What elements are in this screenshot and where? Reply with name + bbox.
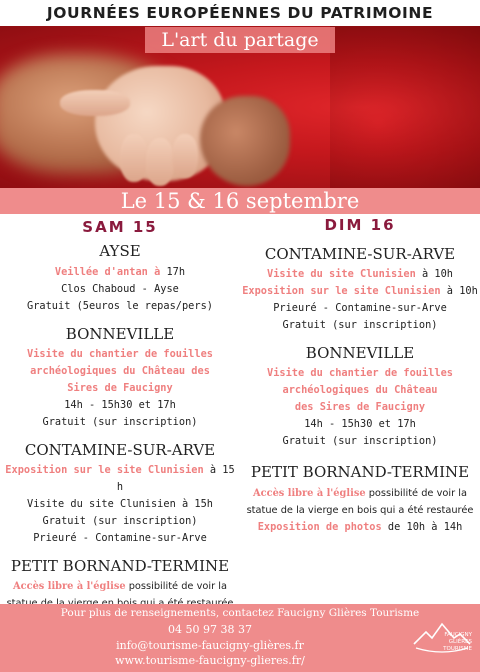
town-name: AYSE <box>99 242 141 260</box>
sunday-column <box>240 214 480 536</box>
event-highlight: Visite du chantier de fouilles <box>267 367 453 379</box>
footer <box>0 604 480 672</box>
event-highlight: Accès libre à l'église <box>13 581 126 592</box>
footer-email[interactable]: info@tourisme-faucigny-glières.fr <box>116 639 304 652</box>
event-time: 17h <box>160 266 186 278</box>
bonneville-section <box>240 343 480 450</box>
event-detail: possibilité de voir la <box>125 581 227 592</box>
event-place: Clos Chaboud - Ayse <box>61 283 179 295</box>
faucigny-glieres-logo <box>412 618 472 660</box>
petit-bornand-section <box>240 462 480 536</box>
event-time: à 15 h <box>116 464 235 493</box>
footer-website[interactable]: www.tourisme-faucigny-glieres.fr/ <box>115 654 305 667</box>
logo-text: TOURISME <box>443 646 472 652</box>
adult-fingers-shape <box>200 96 290 186</box>
event-highlight: Exposition de photos <box>257 521 382 533</box>
finger-shape <box>120 134 148 182</box>
event-line <box>240 519 480 536</box>
event-price: Gratuit (sur inscription) <box>42 416 198 428</box>
contamine-section <box>0 440 240 547</box>
finger-shape <box>60 90 130 116</box>
town-name: PETIT BORNAND-TERMINE <box>250 463 470 481</box>
event-time: à 10h <box>415 268 453 280</box>
footer-info: Pour plus de renseignements, contactez Faucigny Glières Tourisme <box>60 607 420 619</box>
event-highlight: archéologiques du Château <box>282 384 438 396</box>
finger-shape <box>172 134 198 178</box>
footer-phone: 04 50 97 38 37 <box>168 623 252 636</box>
event-price: Gratuit (5euros le repas/pers) <box>27 300 213 312</box>
event-detail: statue de la vierge en bois qui a été restaurée <box>246 505 474 516</box>
ayse-section <box>0 241 240 315</box>
event-line <box>240 266 480 283</box>
event-hours: 14h - 15h30 et 17h <box>64 399 176 411</box>
town-name: CONTAMINE-SUR-ARVE <box>264 245 456 263</box>
logo-text: GLIÈRES <box>448 639 472 645</box>
event-detail: possibilité de voir la <box>365 488 467 499</box>
event-line <box>240 283 480 300</box>
event-place: Prieuré - Contamine-sur-Arve <box>33 532 207 544</box>
town-name: BONNEVILLE <box>65 325 175 343</box>
date-banner: Le 15 & 16 septembre <box>0 188 480 214</box>
event-highlight: Veillée d'antan à <box>54 266 161 278</box>
event-visit: Visite du site Clunisien à 15h <box>27 498 213 510</box>
event-line <box>0 462 240 496</box>
event-highlight: Accès libre à l'église <box>253 488 366 499</box>
contamine-section <box>240 244 480 334</box>
event-highlight: Visite du site Clunisien <box>267 268 416 280</box>
event-line <box>0 264 240 281</box>
event-highlight: Visite du chantier de fouilles <box>27 348 213 360</box>
event-price: Gratuit (sur inscription) <box>42 515 198 527</box>
event-price: Gratuit (sur inscription) <box>282 319 438 331</box>
event-time: à 10h <box>440 285 478 297</box>
day-heading: DIM 16 <box>324 216 396 234</box>
event-hours: 14h - 15h30 et 17h <box>304 418 416 430</box>
event-line <box>0 578 240 595</box>
event-highlight: Sires de Faucigny <box>67 382 173 394</box>
event-place: Prieuré - Contamine-sur-Arve <box>273 302 447 314</box>
event-time: de 10h à 14h <box>381 521 463 533</box>
town-name: PETIT BORNAND-TERMINE <box>10 557 230 575</box>
subtitle: L'art du partage <box>145 27 335 53</box>
event-highlight: Exposition sur le site Clunisien <box>5 464 204 476</box>
day-heading: SAM 15 <box>82 218 158 236</box>
event-highlight: archéologiques du Château des <box>30 365 210 377</box>
shadow-overlay <box>330 26 480 188</box>
event-highlight: Exposition sur le site Clunisien <box>242 285 441 297</box>
page-title: JOURNÉES EUROPÉENNES DU PATRIMOINE <box>0 0 480 26</box>
bonneville-section <box>0 324 240 431</box>
town-name: CONTAMINE-SUR-ARVE <box>24 441 216 459</box>
logo-text: FAUCIGNY <box>444 632 472 638</box>
saturday-column <box>0 214 240 646</box>
event-price: Gratuit (sur inscription) <box>282 435 438 447</box>
town-name: BONNEVILLE <box>305 344 415 362</box>
event-highlight: des Sires de Faucigny <box>294 401 426 413</box>
event-line <box>240 485 480 502</box>
finger-shape <box>146 138 174 186</box>
